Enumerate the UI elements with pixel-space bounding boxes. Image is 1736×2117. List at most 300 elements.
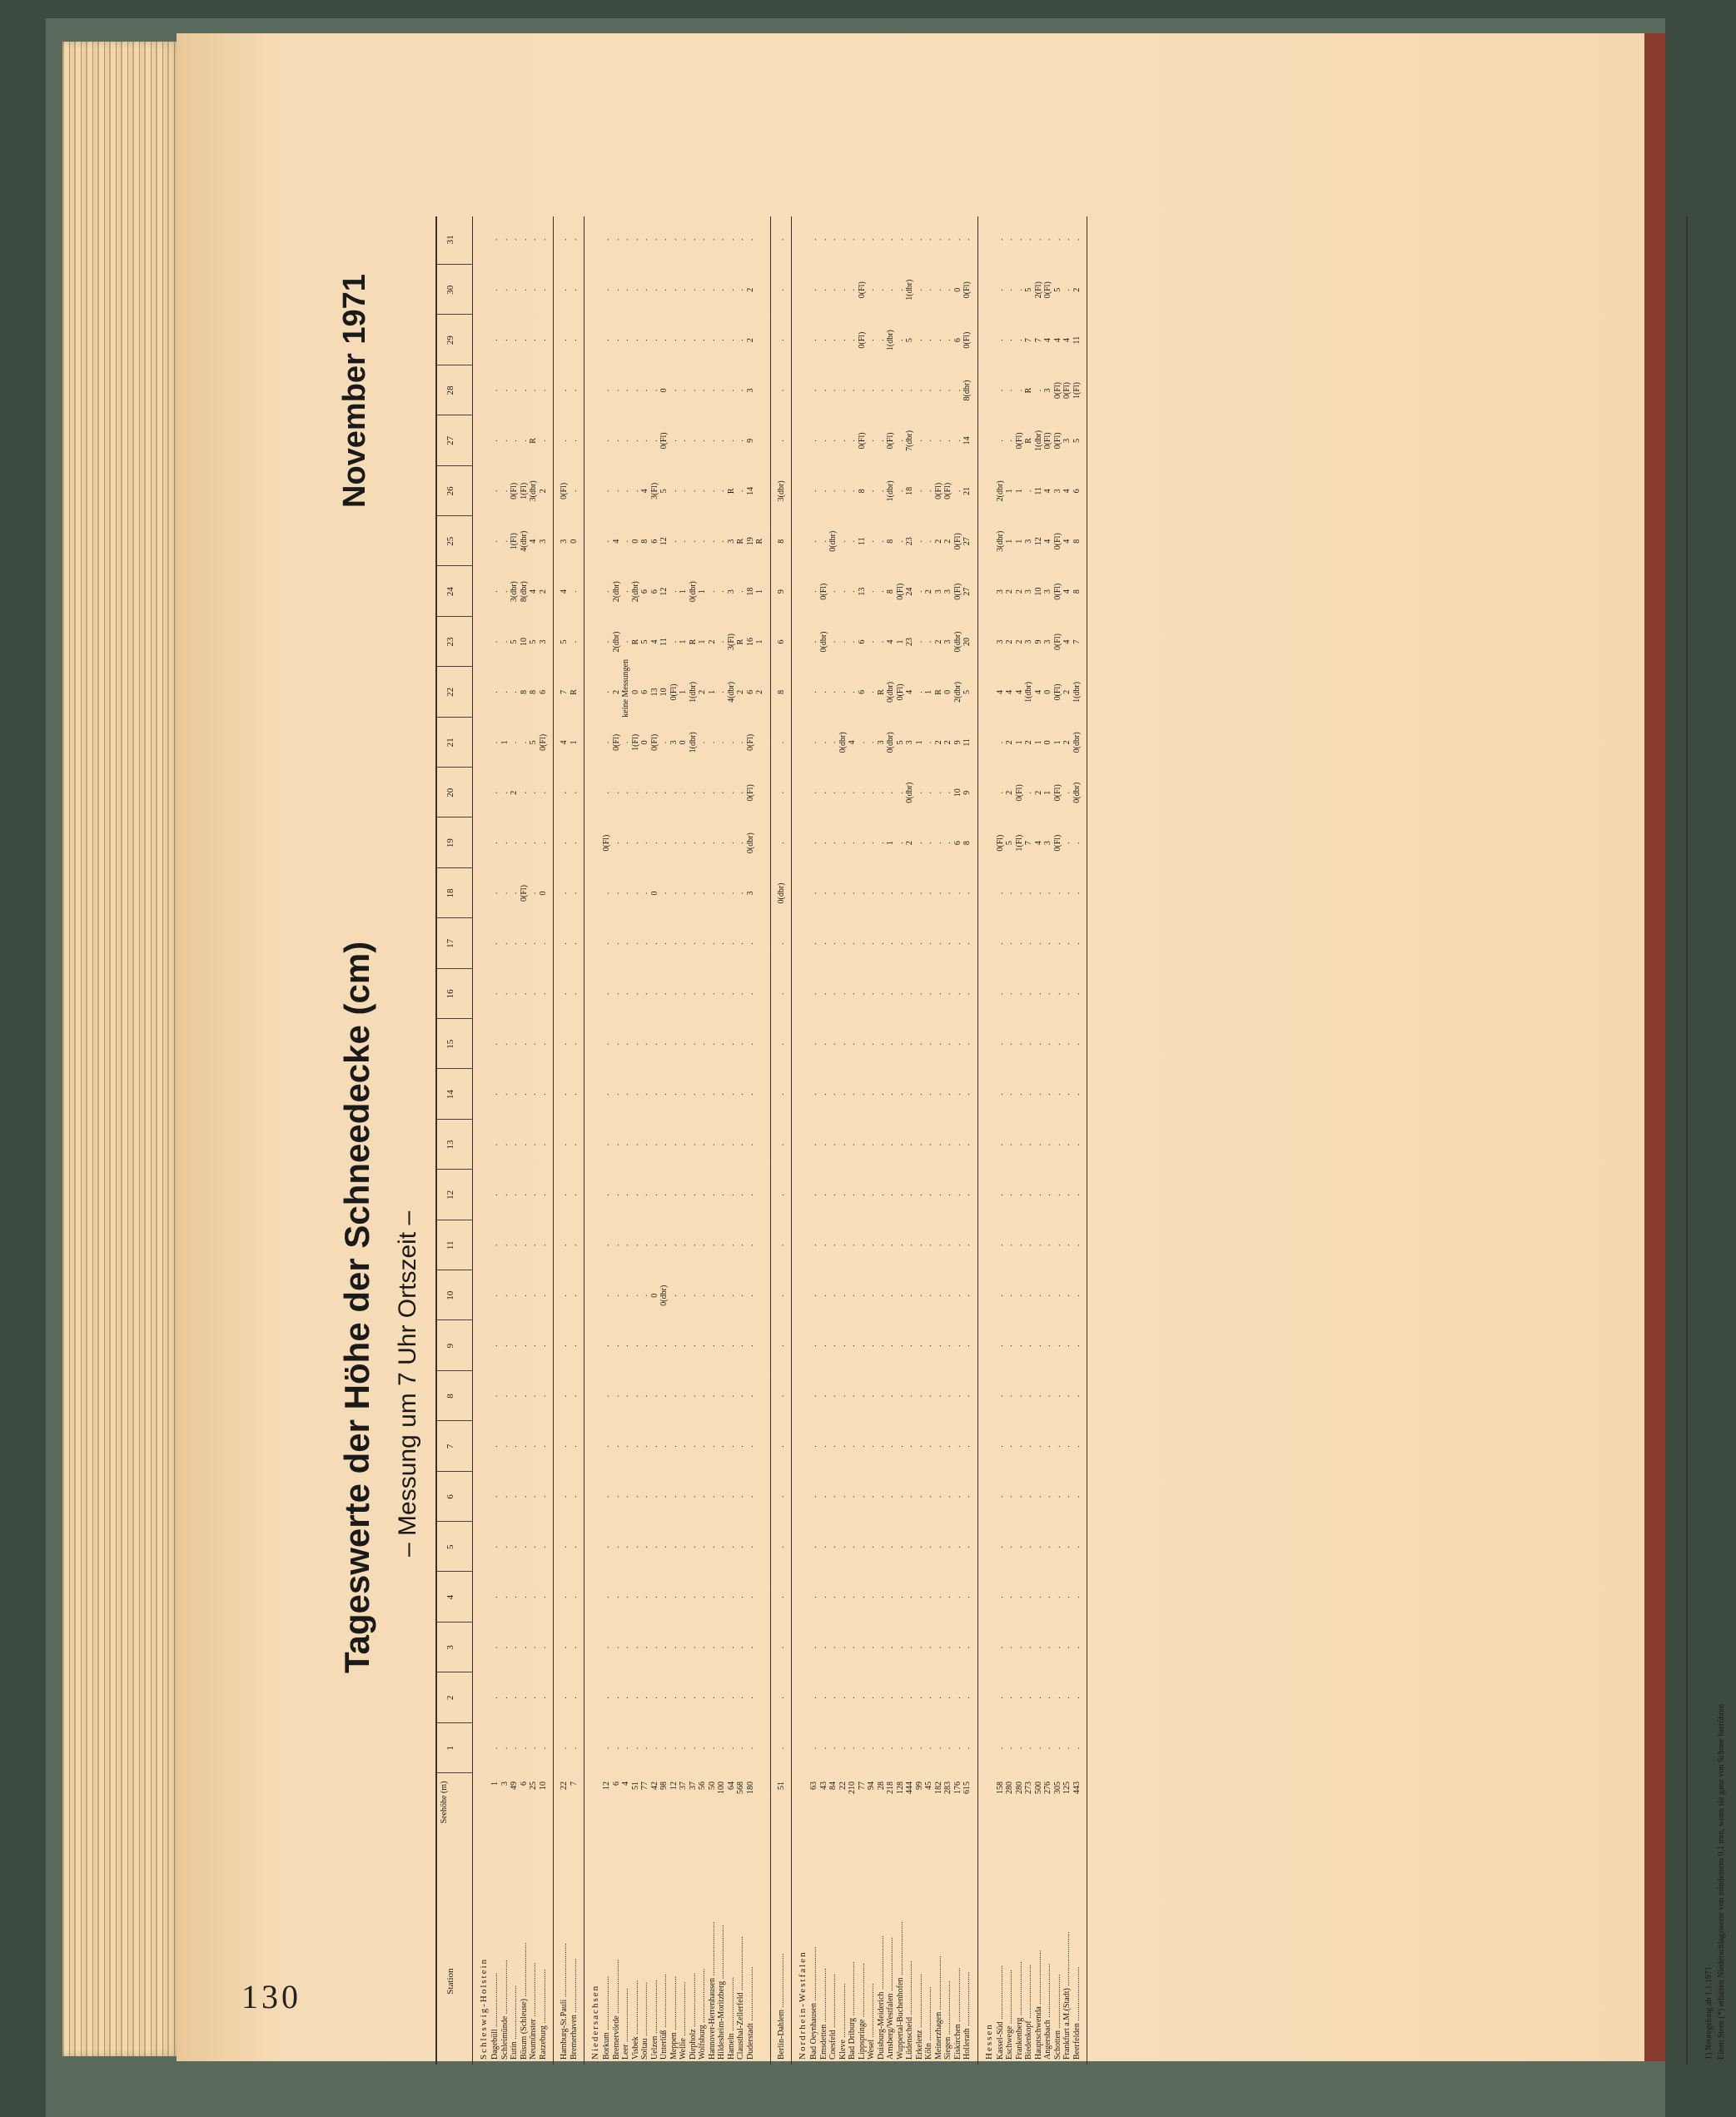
empty-cell-dot: .: [1052, 1093, 1062, 1096]
empty-cell-dot: .: [538, 1445, 548, 1448]
empty-cell-dot: .: [679, 1294, 688, 1297]
empty-cell-dot: .: [1072, 1294, 1082, 1297]
empty-cell-dot: .: [933, 339, 943, 341]
empty-cell-dot: .: [669, 1294, 679, 1297]
empty-cell-dot: .: [510, 440, 519, 442]
empty-cell-dot: .: [943, 1646, 953, 1649]
empty-cell-dot: .: [1024, 791, 1033, 794]
elevation-value: 180: [745, 1782, 755, 1794]
empty-cell-dot: .: [867, 1646, 876, 1649]
empty-cell-dot: .: [611, 339, 621, 341]
empty-cell-dot: .: [611, 892, 621, 895]
empty-cell-dot: .: [529, 942, 538, 945]
empty-cell-dot: .: [510, 1194, 519, 1196]
table-row: [689, 216, 699, 2065]
snow-depth-value: 2: [707, 639, 717, 644]
empty-cell-dot: .: [640, 1495, 649, 1498]
empty-cell-dot: .: [500, 389, 510, 392]
empty-cell-dot: .: [698, 238, 707, 241]
empty-cell-dot: .: [924, 1697, 933, 1699]
table-row: [828, 216, 838, 2065]
station-name: Hauptschwenda ..........................: [1033, 1950, 1043, 2060]
snow-depth-value: R: [630, 639, 640, 645]
snow-depth-value: 0(Fl): [895, 683, 905, 701]
empty-cell-dot: .: [569, 1244, 579, 1247]
snow-depth-value: 1: [1014, 740, 1024, 745]
empty-cell-dot: .: [707, 1697, 717, 1699]
empty-cell-dot: .: [905, 1143, 914, 1146]
empty-cell-dot: .: [621, 741, 630, 744]
snow-depth-value: 4: [529, 539, 538, 544]
empty-cell-dot: .: [490, 1545, 500, 1548]
empty-cell-dot: .: [838, 1394, 848, 1398]
empty-cell-dot: .: [717, 1344, 726, 1347]
snow-depth-value: 4: [611, 539, 621, 544]
table-row: [1062, 216, 1072, 2065]
empty-cell-dot: .: [698, 791, 707, 794]
empty-cell-dot: .: [876, 1194, 886, 1196]
empty-cell-dot: .: [649, 1646, 659, 1649]
empty-cell-dot: .: [818, 1697, 828, 1699]
empty-cell-dot: .: [867, 1747, 876, 1750]
snow-depth-value: 0(Fl): [602, 834, 611, 852]
snow-depth-value: 6: [649, 539, 659, 544]
snow-depth-value: 1: [698, 589, 707, 594]
station-name: Wuppertal-Buchenhofen ..........................: [895, 1921, 905, 2060]
empty-cell-dot: .: [924, 440, 933, 442]
empty-cell-dot: .: [886, 1445, 895, 1448]
empty-cell-dot: .: [1014, 892, 1024, 895]
snow-depth-value: 0(Fl): [538, 733, 548, 751]
day-header-27: 27: [445, 435, 455, 445]
empty-cell-dot: .: [876, 892, 886, 895]
empty-cell-dot: .: [818, 539, 828, 543]
empty-cell-dot: .: [630, 1394, 640, 1398]
empty-cell-dot: .: [519, 1747, 529, 1750]
empty-cell-dot: .: [698, 339, 707, 341]
empty-cell-dot: .: [924, 791, 933, 794]
snow-depth-value: 0(Fl): [1052, 834, 1062, 852]
footnote-1: 1) Neuregelung ab 1.1.1971: [1704, 1966, 1714, 2060]
empty-cell-dot: .: [809, 1747, 818, 1750]
empty-cell-dot: .: [519, 440, 529, 442]
elevation-value: 280: [1005, 1782, 1014, 1794]
empty-cell-dot: .: [776, 339, 786, 341]
empty-cell-dot: .: [995, 339, 1005, 341]
empty-cell-dot: .: [838, 791, 848, 794]
snow-depth-value: 2: [745, 287, 755, 292]
empty-cell-dot: .: [621, 1697, 630, 1699]
table-row: [612, 216, 622, 2065]
empty-cell-dot: .: [698, 992, 707, 996]
empty-cell-dot: .: [679, 489, 688, 493]
column-separator: [437, 1521, 472, 1522]
empty-cell-dot: .: [895, 1495, 905, 1498]
empty-cell-dot: .: [895, 440, 905, 442]
empty-cell-dot: .: [529, 1042, 538, 1046]
empty-cell-dot: .: [510, 1344, 519, 1347]
snow-depth-value: 9: [776, 589, 786, 594]
empty-cell-dot: .: [867, 1596, 876, 1598]
snow-depth-value: 1: [755, 639, 764, 644]
empty-cell-dot: .: [857, 1394, 867, 1398]
empty-cell-dot: .: [745, 1596, 755, 1598]
empty-cell-dot: .: [621, 892, 630, 895]
empty-cell-dot: .: [818, 741, 828, 744]
empty-cell-dot: .: [995, 791, 1005, 794]
empty-cell-dot: .: [1072, 892, 1082, 895]
empty-cell-dot: .: [776, 1344, 786, 1347]
table-row: [943, 216, 953, 2065]
snow-depth-value: 8(dbr): [963, 380, 972, 401]
table-row: [915, 216, 925, 2065]
table-row: [877, 216, 887, 2065]
empty-cell-dot: .: [905, 1042, 914, 1046]
empty-cell-dot: .: [688, 1445, 698, 1448]
empty-cell-dot: .: [1024, 238, 1033, 241]
empty-cell-dot: .: [679, 892, 688, 895]
empty-cell-dot: .: [963, 1194, 972, 1196]
empty-cell-dot: .: [943, 1394, 953, 1398]
empty-cell-dot: .: [698, 1545, 707, 1548]
empty-cell-dot: .: [876, 1294, 886, 1297]
empty-cell-dot: .: [500, 691, 510, 693]
empty-cell-dot: .: [905, 389, 914, 392]
snow-depth-value: 14: [963, 436, 972, 445]
snow-depth-value: 20: [963, 638, 972, 647]
empty-cell-dot: .: [688, 942, 698, 945]
empty-cell-dot: .: [848, 1143, 857, 1146]
empty-cell-dot: .: [500, 339, 510, 341]
empty-cell-dot: .: [1072, 1143, 1082, 1146]
empty-cell-dot: .: [659, 1495, 669, 1498]
empty-cell-dot: .: [500, 842, 510, 844]
empty-cell-dot: .: [490, 1194, 500, 1196]
empty-cell-dot: .: [688, 389, 698, 392]
empty-cell-dot: .: [933, 1394, 943, 1398]
elevation-value: 6: [611, 1782, 621, 1786]
empty-cell-dot: .: [867, 590, 876, 593]
empty-cell-dot: .: [500, 1344, 510, 1347]
empty-cell-dot: .: [1005, 1394, 1014, 1398]
empty-cell-dot: .: [1005, 1294, 1014, 1297]
empty-cell-dot: .: [995, 1093, 1005, 1096]
snow-depth-value: 9: [1033, 639, 1043, 644]
empty-cell-dot: .: [1014, 1747, 1024, 1750]
empty-cell-dot: .: [679, 339, 688, 341]
empty-cell-dot: .: [876, 1545, 886, 1548]
snow-depth-value: 2(dbr): [995, 480, 1005, 502]
snow-depth-value: 0(Fl): [659, 432, 669, 450]
empty-cell-dot: .: [726, 339, 736, 341]
snow-depth-value: 2(dbr): [611, 631, 621, 653]
empty-cell-dot: .: [698, 440, 707, 442]
snow-depth-value: 0: [569, 539, 579, 544]
empty-cell-dot: .: [500, 238, 510, 241]
empty-cell-dot: .: [1043, 1596, 1052, 1598]
snow-depth-value: 8: [776, 689, 786, 694]
column-separator: [437, 1319, 472, 1320]
station-name: Wolfsburg ..........................: [698, 1968, 707, 2060]
table-row: [698, 216, 708, 2065]
empty-cell-dot: .: [745, 1646, 755, 1649]
table-row: [570, 216, 579, 2065]
column-separator: [437, 767, 472, 768]
rule-line: [553, 216, 554, 2065]
empty-cell-dot: .: [1005, 942, 1014, 945]
empty-cell-dot: .: [848, 640, 857, 644]
empty-cell-dot: .: [698, 389, 707, 392]
empty-cell-dot: .: [1043, 1495, 1052, 1498]
day-header-3: 3: [445, 1645, 455, 1650]
snow-depth-value: 5: [1005, 841, 1014, 846]
empty-cell-dot: .: [679, 1143, 688, 1146]
snow-depth-value: 3: [995, 589, 1005, 594]
column-separator: [437, 1018, 472, 1019]
empty-cell-dot: .: [1052, 992, 1062, 996]
snow-depth-value: 13: [649, 688, 659, 697]
empty-cell-dot: .: [924, 1093, 933, 1096]
empty-cell-dot: .: [688, 238, 698, 241]
snow-depth-value: 3: [538, 539, 548, 544]
empty-cell-dot: .: [867, 842, 876, 844]
empty-cell-dot: .: [943, 1244, 953, 1247]
snow-depth-value: 3(dbr): [529, 480, 538, 502]
snow-depth-value: 3: [726, 589, 736, 594]
empty-cell-dot: .: [943, 992, 953, 996]
empty-cell-dot: .: [867, 942, 876, 945]
snow-depth-value: 8: [529, 689, 538, 694]
empty-cell-dot: .: [698, 1344, 707, 1347]
empty-cell-dot: .: [933, 1344, 943, 1347]
empty-cell-dot: .: [995, 238, 1005, 241]
empty-cell-dot: .: [669, 1545, 679, 1548]
snow-depth-value: 2(dbr): [611, 581, 621, 603]
snow-depth-value: 7(dbr): [905, 430, 914, 451]
empty-cell-dot: .: [828, 288, 838, 291]
empty-cell-dot: .: [538, 1244, 548, 1247]
day-header-25: 25: [445, 536, 455, 546]
snow-depth-value: 3: [538, 639, 548, 644]
empty-cell-dot: .: [943, 1093, 953, 1096]
empty-cell-dot: .: [736, 440, 745, 442]
empty-cell-dot: .: [876, 1143, 886, 1146]
snow-depth-value: R: [736, 639, 745, 645]
empty-cell-dot: .: [838, 1545, 848, 1548]
snow-depth-value: 21: [963, 486, 972, 495]
empty-cell-dot: .: [707, 942, 717, 945]
snow-depth-value: 5: [529, 740, 538, 745]
empty-cell-dot: .: [745, 992, 755, 996]
empty-cell-dot: .: [602, 640, 611, 644]
snow-depth-value: 6: [640, 689, 649, 694]
empty-cell-dot: .: [569, 791, 579, 794]
empty-cell-dot: .: [886, 791, 895, 794]
empty-cell-dot: .: [649, 339, 659, 341]
empty-cell-dot: .: [1005, 992, 1014, 996]
elevation-value: 176: [953, 1782, 963, 1794]
empty-cell-dot: .: [924, 1646, 933, 1649]
empty-cell-dot: .: [490, 590, 500, 593]
empty-cell-dot: .: [640, 288, 649, 291]
empty-cell-dot: .: [1024, 892, 1033, 895]
empty-cell-dot: .: [688, 1093, 698, 1096]
empty-cell-dot: .: [924, 238, 933, 241]
empty-cell-dot: .: [995, 1143, 1005, 1146]
snow-depth-value: 6: [745, 689, 755, 694]
empty-cell-dot: .: [649, 791, 659, 794]
empty-cell-dot: .: [510, 1445, 519, 1448]
snow-depth-value: 0(Fl): [1052, 683, 1062, 701]
day-header-4: 4: [445, 1594, 455, 1600]
empty-cell-dot: .: [963, 1596, 972, 1598]
empty-cell-dot: .: [538, 1344, 548, 1347]
snow-depth-value: 3(dbr): [510, 581, 519, 603]
empty-cell-dot: .: [1062, 992, 1072, 996]
empty-cell-dot: .: [669, 1394, 679, 1398]
empty-cell-dot: .: [867, 741, 876, 744]
empty-cell-dot: .: [659, 1344, 669, 1347]
empty-cell-dot: .: [776, 942, 786, 945]
snow-depth-value: 1(dbr): [905, 279, 914, 301]
station-name: Lüdenscheid ..........................: [905, 1960, 914, 2060]
empty-cell-dot: .: [867, 238, 876, 241]
empty-cell-dot: .: [519, 942, 529, 945]
station-name: Borkum ..........................: [602, 1975, 611, 2060]
empty-cell-dot: .: [679, 1747, 688, 1750]
empty-cell-dot: .: [809, 1495, 818, 1498]
snow-depth-value: 9: [745, 438, 755, 443]
day-header-26: 26: [445, 486, 455, 496]
empty-cell-dot: .: [538, 1294, 548, 1297]
snow-depth-value: 2: [933, 740, 943, 745]
empty-cell-dot: .: [621, 1747, 630, 1750]
empty-cell-dot: .: [886, 1294, 895, 1297]
empty-cell-dot: .: [1052, 1596, 1062, 1598]
station-name: Biedenkopf ..........................: [1024, 1964, 1033, 2060]
empty-cell-dot: .: [726, 1495, 736, 1498]
empty-cell-dot: .: [867, 539, 876, 543]
empty-cell-dot: .: [569, 1646, 579, 1649]
empty-cell-dot: .: [1062, 1143, 1072, 1146]
empty-cell-dot: .: [1024, 992, 1033, 996]
empty-cell-dot: .: [500, 1747, 510, 1750]
empty-cell-dot: .: [500, 1646, 510, 1649]
empty-cell-dot: .: [838, 992, 848, 996]
table-row: [934, 216, 944, 2065]
empty-cell-dot: .: [828, 389, 838, 392]
column-separator: [437, 968, 472, 969]
empty-cell-dot: .: [848, 992, 857, 996]
empty-cell-dot: .: [538, 1545, 548, 1548]
empty-cell-dot: .: [1024, 1596, 1033, 1598]
table-row: [809, 216, 819, 2065]
empty-cell-dot: .: [914, 942, 924, 945]
empty-cell-dot: .: [914, 992, 924, 996]
empty-cell-dot: .: [659, 1697, 669, 1699]
empty-cell-dot: .: [953, 992, 963, 996]
snow-depth-value: 2: [1033, 790, 1043, 795]
empty-cell-dot: .: [848, 1596, 857, 1598]
empty-cell-dot: .: [914, 539, 924, 543]
empty-cell-dot: .: [924, 1445, 933, 1448]
empty-cell-dot: .: [857, 1143, 867, 1146]
empty-cell-dot: .: [943, 1344, 953, 1347]
empty-cell-dot: .: [621, 842, 630, 844]
empty-cell-dot: .: [679, 1545, 688, 1548]
empty-cell-dot: .: [943, 1697, 953, 1699]
empty-cell-dot: .: [1024, 1294, 1033, 1297]
day-header-18: 18: [445, 888, 455, 898]
empty-cell-dot: .: [818, 440, 828, 442]
empty-cell-dot: .: [1072, 1042, 1082, 1046]
empty-cell-dot: .: [630, 339, 640, 341]
empty-cell-dot: .: [630, 992, 640, 996]
snow-depth-value: 1: [679, 689, 688, 694]
snow-depth-value: 2: [1005, 589, 1014, 594]
empty-cell-dot: .: [490, 1394, 500, 1398]
empty-cell-dot: .: [538, 339, 548, 341]
elevation-value: 45: [924, 1782, 933, 1790]
empty-cell-dot: .: [560, 1294, 569, 1297]
empty-cell-dot: .: [736, 590, 745, 593]
empty-cell-dot: .: [818, 1545, 828, 1548]
empty-cell-dot: .: [876, 1042, 886, 1046]
table-row: [500, 216, 510, 2065]
empty-cell-dot: .: [809, 1545, 818, 1548]
snow-depth-value: 1(dbr): [1033, 430, 1043, 451]
empty-cell-dot: .: [621, 489, 630, 493]
table-row: [560, 216, 570, 2065]
snow-depth-value: 1: [707, 689, 717, 694]
empty-cell-dot: .: [649, 288, 659, 291]
table-subtitle: – Messung um 7 Uhr Ortszeit –: [394, 1210, 421, 1557]
empty-cell-dot: .: [707, 288, 717, 291]
empty-cell-dot: .: [933, 389, 943, 392]
empty-cell-dot: .: [669, 1747, 679, 1750]
empty-cell-dot: .: [640, 1143, 649, 1146]
empty-cell-dot: .: [943, 238, 953, 241]
empty-cell-dot: .: [1062, 791, 1072, 794]
empty-cell-dot: .: [621, 440, 630, 442]
empty-cell-dot: .: [857, 1294, 867, 1297]
table-row: [838, 216, 848, 2065]
empty-cell-dot: .: [510, 1545, 519, 1548]
column-separator: [437, 867, 472, 868]
empty-cell-dot: .: [745, 1445, 755, 1448]
snow-depth-value: 0(dbr): [745, 832, 755, 854]
empty-cell-dot: .: [1024, 489, 1033, 493]
table-row: [996, 216, 1006, 2065]
empty-cell-dot: .: [1072, 238, 1082, 241]
elevation-value: 12: [602, 1782, 611, 1790]
empty-cell-dot: .: [1062, 1344, 1072, 1347]
empty-cell-dot: .: [500, 440, 510, 442]
empty-cell-dot: .: [745, 1495, 755, 1498]
empty-cell-dot: .: [1033, 942, 1043, 945]
empty-cell-dot: .: [519, 791, 529, 794]
empty-cell-dot: .: [726, 942, 736, 945]
empty-cell-dot: .: [659, 842, 669, 844]
table-row: [924, 216, 934, 2065]
empty-cell-dot: .: [895, 389, 905, 392]
empty-cell-dot: .: [1005, 1545, 1014, 1548]
snow-depth-value: 4: [560, 740, 569, 745]
empty-cell-dot: .: [924, 288, 933, 291]
snow-depth-value: 0(Fl): [1052, 583, 1062, 600]
empty-cell-dot: .: [848, 339, 857, 341]
column-separator: [437, 1068, 472, 1069]
